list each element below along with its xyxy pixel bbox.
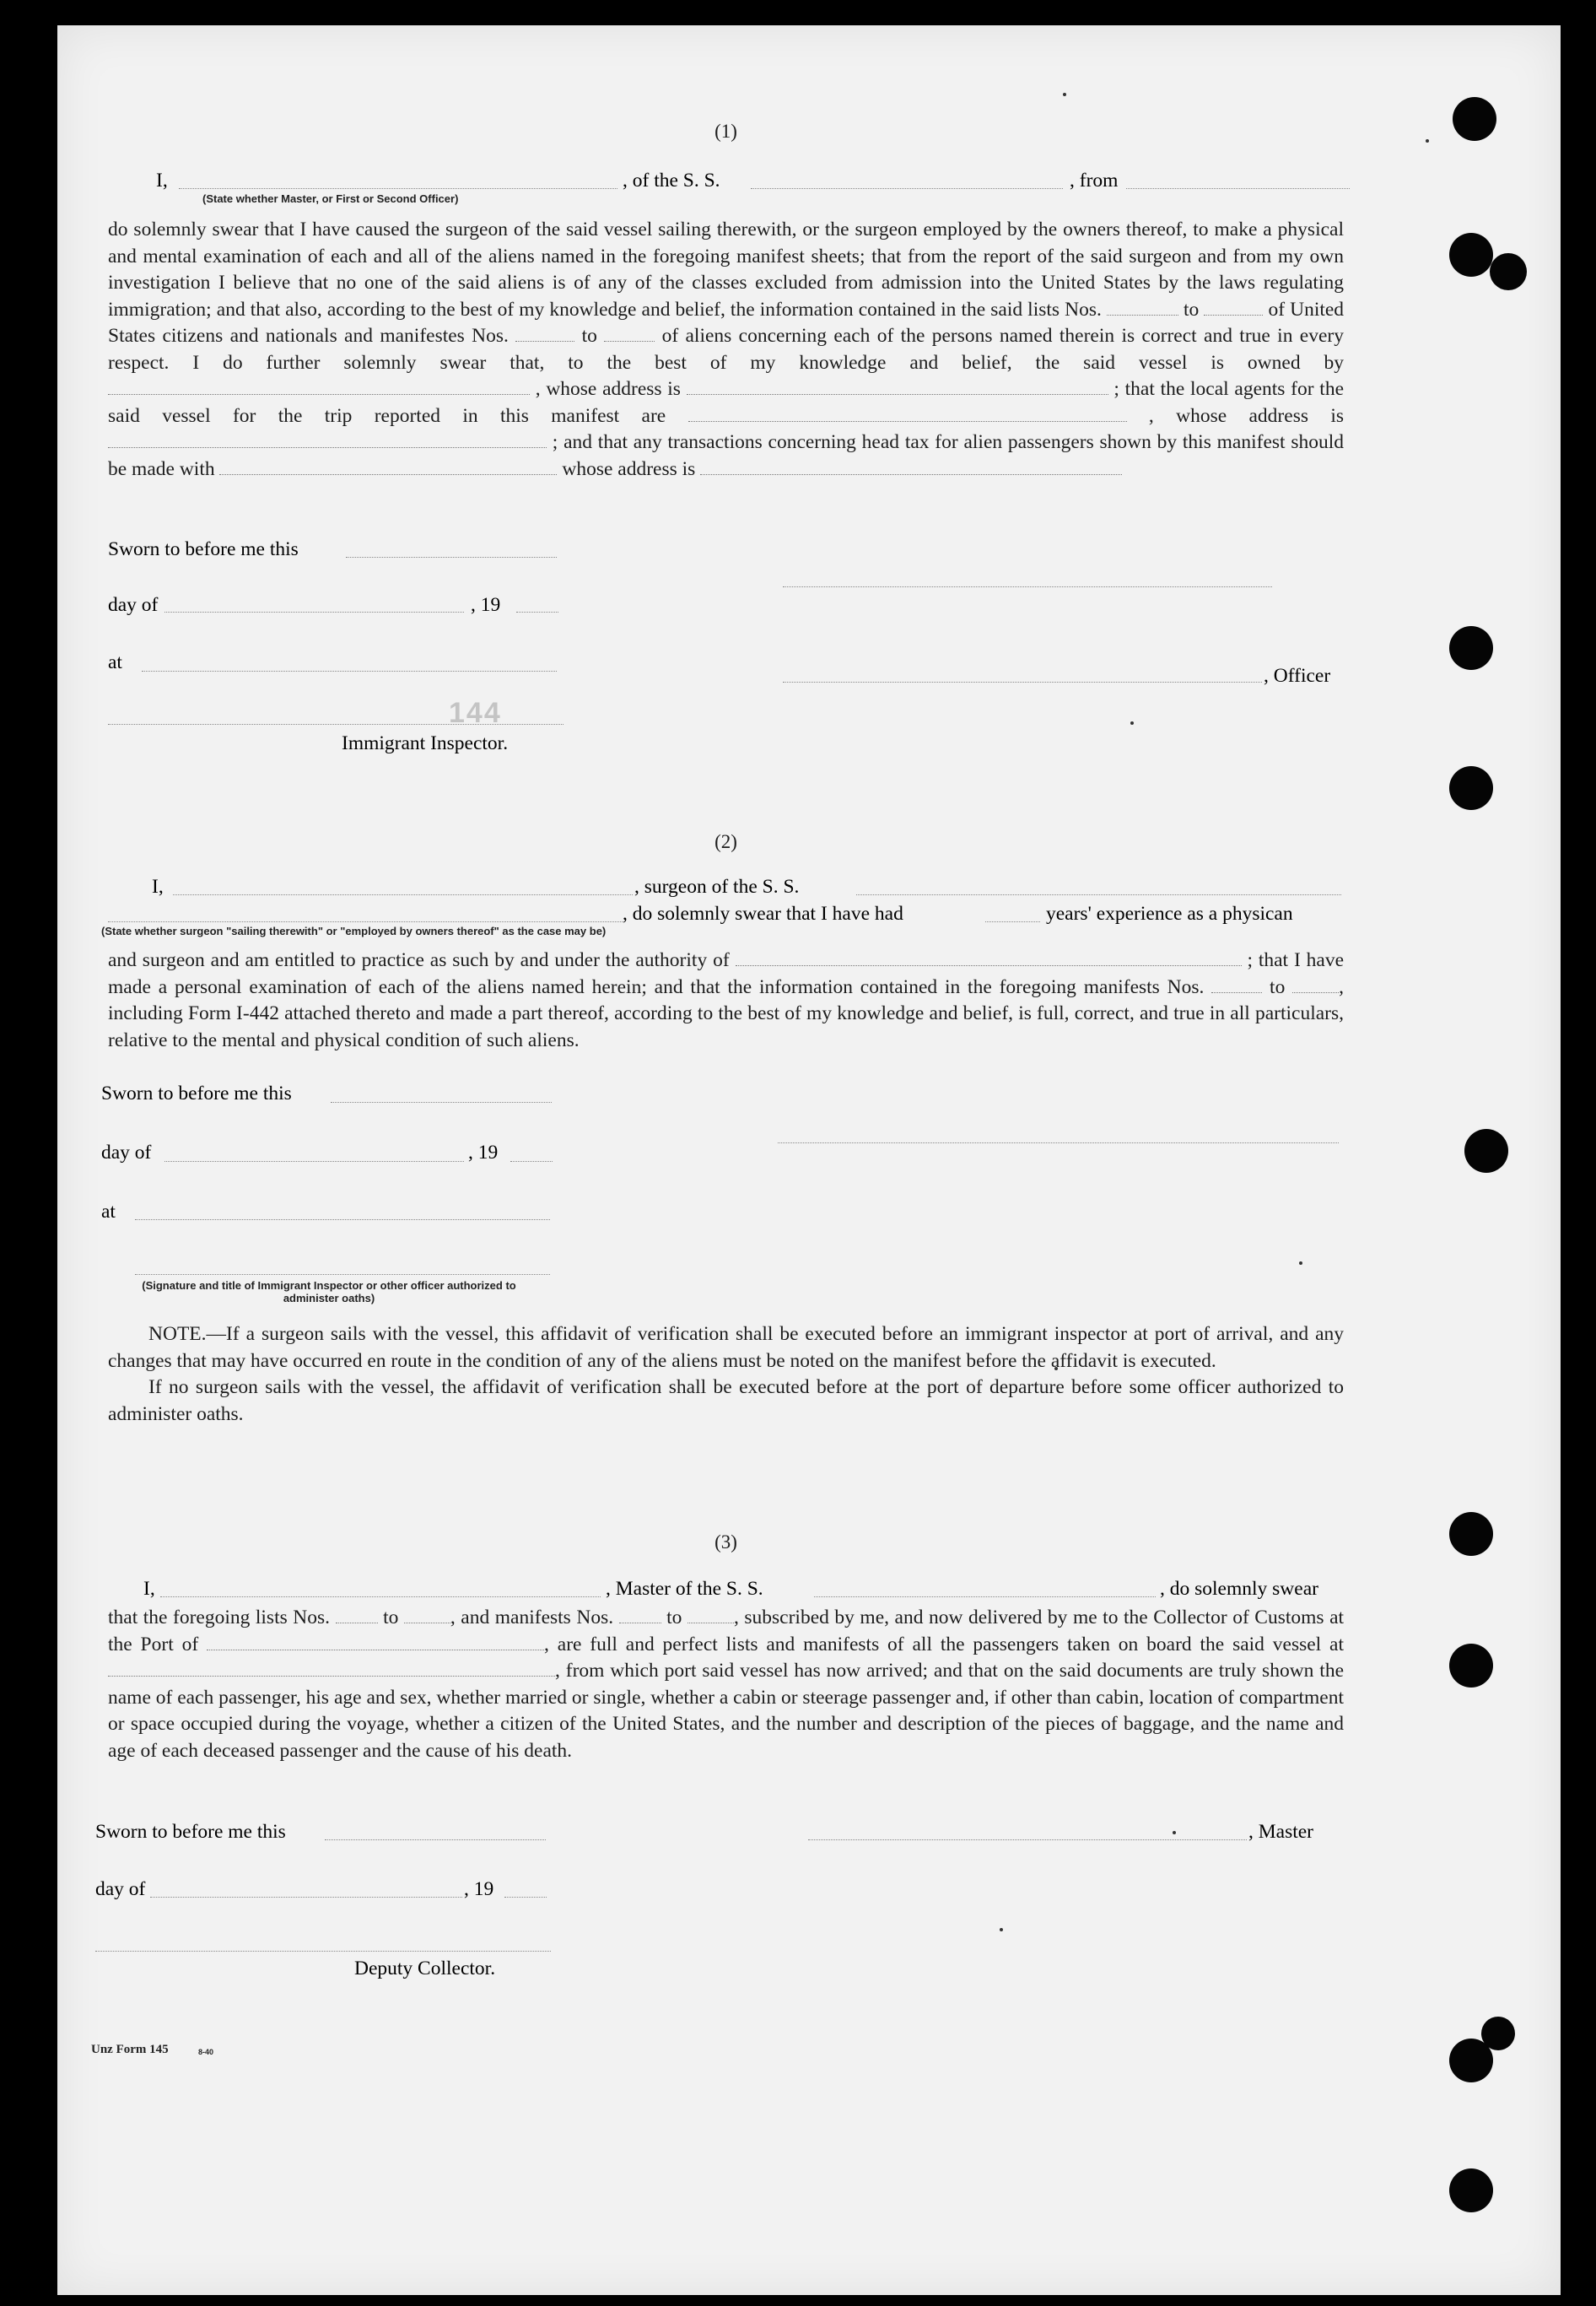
punch-hole [1449, 2168, 1493, 2212]
address-label: , whose address is [1148, 404, 1344, 427]
agents-field[interactable] [688, 404, 1127, 422]
signature-note: (Signature and title of Immigrant Inspector or other officer authorized to administer oaths) [142, 1279, 516, 1304]
form-id: Unz Form 145 [91, 2043, 169, 2056]
head-tax-text: ; and that any transactions concerning head tax for alien passengers shown by this manifest should be made with [108, 431, 1344, 480]
body-text-3: , including Form I-442 attached thereto and made a part thereof, according to the best of my knowledge and belief, is full, correct, and true in all particulars, relative to the mental and physical condition of such aliens. [108, 975, 1345, 1051]
note-paragraph-1: NOTE.—If a surgeon sails with the vessel, this affidavit of verification shall be executed before an immigrant inspector at port of arrival, and any changes that may have occurred en route in the condition of any of the aliens must be noted on the manifest before the affidavit is executed. [108, 1323, 1344, 1372]
field-note: (State whether Master, or First or Second Officer) [202, 192, 459, 205]
are-full-text: , are full and perfect lists and manifests of all the passengers [544, 1633, 1060, 1655]
body-text-2: of aliens concerning each of the persons named therein is correct and true in every respect. I do further solemnly swear that, to the best of my knowledge and belief, the said vessel is owned by [108, 325, 1344, 374]
year-field[interactable] [510, 1161, 553, 1162]
at-place-field[interactable] [135, 1219, 550, 1220]
master-signature-line[interactable] [808, 1839, 1247, 1840]
speck [1000, 1928, 1003, 1931]
vessel-name-field-2[interactable] [856, 894, 1341, 895]
officer-name-line[interactable] [783, 682, 1262, 683]
punch-hole [1453, 97, 1496, 141]
surgeon-name-field[interactable] [173, 894, 633, 895]
manifests-from-field[interactable] [619, 1606, 661, 1623]
body-text: do solemnly swear that I have caused the surgeon of the said vessel sailing therewith, or the surgeon employed by the owners thereof, to make a physical and mental examination of each and all of the aliens named in the foregoing manifest sheets; that from the report of the said surgeon and from my own investigation I believe that no one of the said aliens is of any of the classes excluded from admission into the United States by the laws regulating immigration; and that also, according to the best of my knowledge and belief, the information contained in the said lists Nos. [108, 219, 1344, 321]
section-number: (1) [714, 121, 737, 142]
field-note: (State whether surgeon "sailing therewith" or "employed by owners thereof" as the case may be) [101, 925, 607, 937]
punch-hole [1449, 1644, 1493, 1688]
faint-stamp: 144 [449, 697, 502, 729]
section-1-body [108, 217, 1344, 483]
section-number: (2) [714, 831, 737, 852]
to-label: to [1270, 975, 1286, 998]
port-field[interactable] [207, 1633, 544, 1650]
from-label: , from [1070, 170, 1119, 192]
speck [1063, 93, 1066, 96]
master-of-label: , Master of the S. S. [606, 1578, 763, 1600]
section-3-body [108, 1605, 1344, 1764]
surgeon-of-label: , surgeon of the S. S. [634, 876, 800, 898]
owner-field[interactable] [108, 377, 530, 395]
punch-hole [1481, 2017, 1515, 2050]
day-of-field[interactable] [164, 1161, 464, 1162]
section-1 [108, 118, 1344, 145]
punch-hole [1449, 626, 1493, 670]
sworn-day-field[interactable] [346, 557, 557, 558]
speck [1299, 1261, 1302, 1265]
sworn-day-field[interactable] [331, 1102, 552, 1103]
speck [1130, 721, 1134, 725]
line-prefix: I, [156, 170, 168, 192]
manifests-to-field[interactable] [604, 324, 655, 342]
port-of-departure-field[interactable] [108, 1659, 555, 1677]
from-port-field[interactable] [1126, 188, 1350, 189]
master-name-field[interactable] [160, 1596, 601, 1597]
to-label: to [666, 1607, 682, 1628]
do-solemnly-label: , do solemnly swear [1160, 1578, 1318, 1600]
years-label: years' experience as a physican [1046, 903, 1293, 925]
note-block [108, 1321, 1344, 1428]
day-of-field[interactable] [150, 1897, 462, 1898]
collector-signature-line[interactable] [95, 1951, 551, 1952]
sworn-label: Sworn to before me this [101, 1083, 292, 1104]
line-prefix: I, [143, 1578, 155, 1600]
surgeon-extra-field[interactable] [108, 921, 623, 922]
body-text: that the foregoing lists Nos. [108, 1607, 331, 1628]
manifests-from-field[interactable] [1211, 975, 1262, 993]
agents-text: ; that the local agents for the said vessel for the trip reported in this manifest are [108, 378, 1344, 427]
authority-field[interactable] [736, 948, 1242, 966]
punch-hole [1449, 1512, 1493, 1556]
lists-to-field[interactable] [1204, 298, 1263, 316]
head-tax-field[interactable] [219, 457, 557, 475]
manifests-to-field[interactable] [1292, 975, 1339, 993]
subscribed-text: , subscribed by me, and now delivered by me to the [733, 1607, 1148, 1628]
body-text: and surgeon and am entitled to practice as such by and under the authority of [108, 949, 730, 971]
punch-hole [1449, 233, 1493, 277]
of-ss-label: , of the S. S. [623, 170, 720, 192]
address-label: whose address is [562, 457, 696, 480]
punch-hole [1449, 766, 1493, 810]
from-which-text: , from which port said vessel has now arrived; and [555, 1660, 962, 1682]
form-date: 8-40 [198, 2048, 214, 2056]
officer-label: , Officer [1264, 665, 1331, 687]
speck [1173, 1831, 1176, 1834]
inspector-signature-line[interactable] [135, 1274, 550, 1275]
section-2 [108, 829, 1344, 856]
day-of-label: day of [108, 594, 159, 616]
at-place-field[interactable] [142, 671, 557, 672]
inspector-signature-line[interactable] [108, 724, 563, 725]
line-prefix: I, [152, 876, 164, 898]
year-field[interactable] [504, 1897, 547, 1898]
year-label: , 19 [468, 1142, 499, 1164]
master-label: , Master [1248, 1821, 1314, 1843]
vessel-name-field[interactable] [751, 188, 1063, 189]
punch-hole [1464, 1129, 1508, 1173]
lists-to-field[interactable] [404, 1606, 450, 1623]
manifests-to-field[interactable] [687, 1606, 734, 1623]
section-3 [108, 1529, 1344, 1556]
owner-address-field[interactable] [687, 377, 1108, 395]
do-solemnly-label: , do solemnly swear that I have had [623, 903, 903, 925]
taken-on-text: taken on board the said vessel at [1067, 1633, 1345, 1655]
punch-hole [1490, 253, 1527, 290]
at-label: at [108, 651, 122, 673]
lists-from-field[interactable] [1107, 298, 1178, 316]
surgeon-signature-line[interactable] [778, 1142, 1339, 1143]
year-label: , 19 [471, 594, 501, 616]
sworn-label: Sworn to before me this [108, 538, 299, 560]
at-label: at [101, 1201, 116, 1223]
day-of-label: day of [95, 1878, 146, 1900]
section-2-body [108, 948, 1344, 1054]
day-of-field[interactable] [164, 612, 464, 613]
section-number: (3) [714, 1531, 737, 1553]
year-field[interactable] [516, 612, 558, 613]
master-name-field[interactable] [179, 188, 617, 189]
citizens-text: of United States citizens and nationals and manifestes Nos. [108, 298, 1345, 347]
speck [1426, 139, 1429, 143]
to-label: to [581, 325, 597, 347]
collector-text: Collector of Customs at the Port of [108, 1607, 1345, 1655]
lists-from-field[interactable] [336, 1606, 378, 1623]
head-tax-address-field[interactable] [700, 457, 1122, 475]
year-label: , 19 [464, 1878, 494, 1900]
inspector-label: Immigrant Inspector. [342, 732, 509, 754]
sworn-label: Sworn to before me this [95, 1821, 286, 1843]
body-text-2: that on the said documents are truly shown the name of each passenger, his age and sex, whether married or single, whether a cabin or steerage passenger and, if other than cabin, location of compartment or space occupied during the voyage, whether a citizen of the United States, and the number and description of the pieces of baggage, and the name and age of each deceased passenger and the cause of his death. [108, 1660, 1345, 1762]
officer-signature-line[interactable] [783, 586, 1272, 587]
manifests-from-field[interactable] [515, 324, 574, 342]
to-label: to [383, 1607, 399, 1628]
sworn-day-field[interactable] [325, 1839, 546, 1840]
address-label: , whose address is [535, 378, 681, 400]
years-field[interactable] [985, 921, 1040, 922]
day-of-label: day of [101, 1142, 152, 1164]
to-label: to [1184, 298, 1200, 321]
deputy-label: Deputy Collector. [354, 1958, 496, 1979]
body-text-2: ; that I have made a personal examination of each of the aliens named herein; and that the information contained in the foregoing manifests Nos. [108, 949, 1345, 998]
vessel-name-field-3[interactable] [814, 1596, 1156, 1597]
and-manifests-label: , and manifests Nos. [450, 1607, 614, 1628]
agents-address-field[interactable] [108, 430, 547, 448]
note-paragraph-2: If no surgeon sails with the vessel, the affidavit of verification shall be executed before at the port of departure before some officer authorized to administer oaths. [108, 1376, 1344, 1425]
